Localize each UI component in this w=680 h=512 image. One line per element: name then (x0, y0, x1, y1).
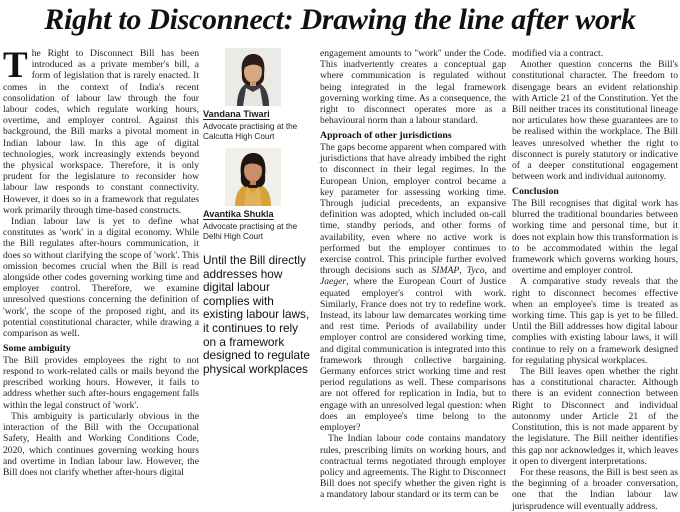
article-column-1 (3, 45, 199, 478)
paragraph: The gaps become apparent when compared with jurisdictions that have already imbibed the right to disconnect in their legal regimes. In the European Union, employer control became a key parameter for assessing working time. Through judicial precedents, an expansive definition was adopted, which included on-call time, standby periods, and other forms of availability, even where no active work is performed but the employer continues to exercise control. This principle further evolved through decisions such as SIMAP, Tyco, and Jaeger, where the European Court of Justice equated employer's control with work. Similarly, France does not try to redefine work. Instead, its labour law demarcates working time and rest time. Periods of availability under employer control are considered working time, and digital communication is integrated into this framework through collective bargaining. Germany enforces strict working time and rest period regulations as well. These comparisons are not offered for replication in India, but to engage with an unresolved legal question: when does an employee's time belong to the employer? (320, 142, 506, 434)
case-name: Jaeger (320, 276, 347, 288)
case-name: Tyco (466, 265, 485, 277)
case-name: SIMAP (431, 265, 460, 277)
portrait-image-icon (225, 148, 281, 206)
author-photo (225, 148, 281, 206)
paragraph: Indian labour law is yet to define what constitutes as 'work' in a digital economy. While the Bill regulates after-hours communication, it does so without clarifying the scope of 'work'. This omission becomes crucial when the Bill is read alongside other codes governing working time and employer control. Therefore, we examine unresolved questions concerning the definition of 'work', the scope of the proposed right, and its potential constitutional character, while drawing a comparison as well. (3, 216, 199, 340)
author-name[interactable]: Avantika Shukla (203, 209, 274, 219)
section-heading-conclusion: Conclusion (512, 186, 559, 198)
article-headline: Right to Disconnect: Drawing the line after work (44, 3, 636, 36)
drop-cap: T (3, 45, 28, 86)
author-bio: Advocate practising at the Calcutta High Court (203, 122, 298, 141)
paragraph: The Bill recognises that digital work has blurred the traditional boundaries between working time and personal time, but it does not explain how this transformation is to be accommodated within the legal framework which governs working hours, overtime and employer control. (512, 198, 678, 277)
paragraph: Another question concerns the Bill's constitutional character. The freedom to disengage bears an evident relationship with Article 21 of the Constitution. Yet the Bill neither traces its constitutional lineage nor articulates how these guarantees are to be realised within the workplace. The Bill leaves unresolved whether the right to disconnect is purely statutory or indicative of a deeper constitutional engagement between work and individual autonomy. (512, 59, 678, 183)
author-bio: Advocate practising at the Delhi High Court (203, 222, 298, 241)
paragraph: modified via a contract. (512, 48, 604, 59)
paragraph: engagement amounts to "work" under the Code. This inadvertently creates a conceptual gap where communication is regulated without being integrated in the legal framework governing working time. As a consequence, the right to disconnect operates more as a behavioural norm than a labour standard. (320, 48, 506, 127)
author-name[interactable]: Vandana Tiwari (203, 109, 270, 119)
pull-quote: Until the Bill directly addresses how digital labour complies with existing labour laws, it continues to rely on a framework designed to regulate physical workplaces (203, 253, 310, 376)
intro-paragraph: The Right to Disconnect Bill has been introduced as a private member's bill, a form of legislation that is rarely enacted. It comes in the context of India's recent consolidation of labour law through the four labour codes, which regulate working hours, overtime, and employer control. Against this background, the Bill marks a pivotal moment in Indian labour law. In this age of digital technologies, work increasingly extends beyond the physical workspace. Therefore, it is only prudent for the legislature to reconsider how labour law responds to constant connectivity. However, it does so in a framework that regulates work primarily through time-based constructs. (3, 45, 199, 216)
paragraph: This ambiguity is particularly obvious in the interaction of the Bill with the Occupational Safety, Health and Working Conditions Code, 2020, which continues governing working hours and overtime in Indian labour law. However, the Bill does not clarify whether after-hours digital (3, 410, 199, 478)
portrait-image-icon (225, 48, 281, 106)
section-heading-other-jurisdictions: Approach of other jurisdictions (320, 130, 452, 142)
paragraph: A comparative study reveals that the right to disconnect becomes effective when an employee's time is treated as working time. This gap is yet to be filled. Until the Bill addresses how digital labour complies with existing labour laws, it will continue to rely on a framework designed for regulating physical workplaces. (512, 276, 678, 366)
section-heading-ambiguity: Some ambiguity (3, 343, 71, 355)
author-card (203, 148, 314, 242)
paragraph: For these reasons, the Bill is best seen as the beginning of a broader conversation, one that the Indian labour law jurisprudence will eventually address. (512, 466, 678, 512)
author-card (203, 48, 314, 142)
paragraph: The Bill leaves open whether the right has a constitutional character. Although there is an evident connection between Right to Disconnect and individual autonomy under Article 21 of the Constitution, this is not made apparent by the legislature. The Bill neither identifies this gap nor acknowledges it, which leaves it open to divergent interpretations. (512, 366, 678, 467)
article-column-4 (512, 48, 678, 512)
paragraph: The Bill provides employees the right to not respond to work-related calls or mails beyond the prescribed working hours. However, it fails to address whether such after-hours engagement falls within the legal construct of 'work'. (3, 354, 199, 411)
author-column (203, 48, 314, 442)
article-column-3 (320, 48, 506, 501)
paragraph: The Indian labour code contains mandatory rules, prescribing limits on working hours, and contractual terms negotiated through employer policy and agreements. The Right to Disconnect Bill does not specify whether the given right is a mandatory labour standard or its term can be (320, 433, 506, 501)
author-photo (225, 48, 281, 106)
